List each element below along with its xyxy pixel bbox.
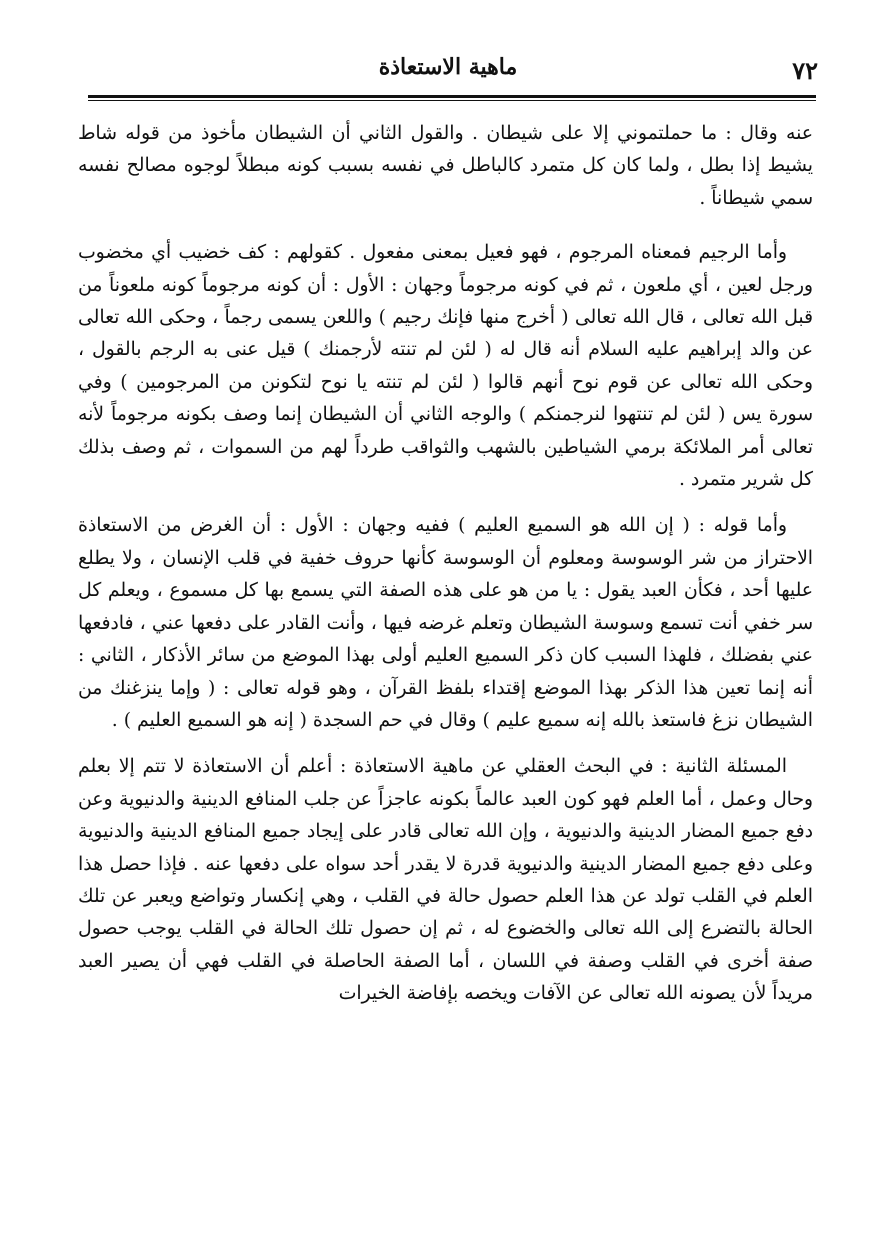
paragraph-gap <box>78 496 813 510</box>
paragraph-masala-thaniya: المسئلة الثانية : في البحث العقلي عن ماهية الاستعاذة : أعلم أن الاستعاذة لا تتم إلا بعلم وحال وعمل ، أما العلم فهو كون العبد عالماً بكونه عاجزاً عن جلب المنافع الدينية والدنيوية وعن دفع جميع المضار الدينية والدنيوية ، وإن الله تعالى قادر على إيجاد جميع المنافع الدينية والدنيوية وعلى دفع جميع المضار الدينية والدنيوية قدرة لا يقدر أحد سواه على دفعها عنه . فإذا حصل هذا العلم في القلب تولد عن هذا العلم حصول حالة في القلب ، وهي إنكسار وتواضع ويعبر عن تلك الحالة بالتضرع إلى الله تعالى والخضوع له ، ثم إن حصول تلك الحالة في القلب يوجب حصول صفة أخرى في القلب وصفة في اللسان ، أما الصفة الحاصلة في القلب فهي أن يصير العبد مريداً لأن يصونه الله تعالى عن الآفات ويخصه بإفاضة الخيرات <box>78 756 813 1005</box>
header-rule-thin <box>88 100 816 101</box>
running-title: ماهية الاستعاذة <box>378 54 518 80</box>
paragraph-continuation: عنه وقال : ما حملتموني إلا على شيطان . والقول الثاني أن الشيطان مأخوذ من قوله شاط يشيط إذا بطل ، ولما كان كل متمرد كالباطل في نفسه بسبب كونه مبطلاً لوجوه مصالح نفسه سمي شيطاناً . <box>78 123 813 209</box>
paragraph-rajim: وأما الرجيم فمعناه المرجوم ، فهو فعيل بمعنى مفعول . كقولهم : كف خضيب أي مخضوب ورجل لعين ، أي ملعون ، ثم في كونه مرجوماً وجهان : الأول : أن كونه مرجوماً كونه ملعوناً من قبل الله تعالى ، قال الله تعالى ( أخرج منها فإنك رجيم ) واللعن يسمى رجماً ، وحكى الله تعالى عن والد إبراهيم عليه السلام أنه قال له ( لئن لم تنته لأرجمنك ) قيل عنى به الرجم بالقول ، وحكى الله تعالى عن قوم نوح أنهم قالوا ( لئن لم تنته يا نوح لتكونن من المرجومين ) وفي سورة يس ( لئن لم تنتهوا لنرجمنكم ) والوجه الثاني أن الشيطان إنما وصف بكونه مرجوماً لأنه تعالى أمر الملائكة برمي الشياطين بالشهب والثواقب طرداً لهم من السموات ، ثم وصف بذلك كل شرير متمرد . <box>78 242 813 491</box>
page-number: ٧٢ <box>792 56 818 85</box>
page-body <box>78 118 813 1011</box>
page-header <box>78 50 818 90</box>
paragraph-sami-alim: وأما قوله : ( إن الله هو السميع العليم ) ففيه وجهان : الأول : أن الغرض من الاستعاذة الاحتراز من شر الوسوسة ومعلوم أن الوسوسة كأنها حروف خفية في قلب الإنسان ، ولا يطلع عليها أحد ، فكأن العبد يقول : يا من هو على هذه الصفة التي يسمع بها كل مسموع ، ويعلم كل سر خفي أنت تسمع وسوسة الشيطان وتعلم غرضه فيها ، وأنت القادر على دفعها عني ، فادفعها عني بفضلك ، فلهذا السبب كان ذكر السميع العليم أولى بهذا الموضع من سائر الأذكار ، الثاني : أنه إنما تعين هذا الذكر بهذا الموضع إقتداء بلفظ القرآن ، وهو قوله تعالى : ( وإما ينزغنك من الشيطان نزغ فاستعذ بالله إنه سميع عليم ) وقال في حم السجدة ( إنه هو السميع العليم ) . <box>78 515 813 731</box>
paragraph-gap <box>78 215 813 237</box>
paragraph-gap <box>78 737 813 751</box>
header-rule <box>88 95 816 98</box>
